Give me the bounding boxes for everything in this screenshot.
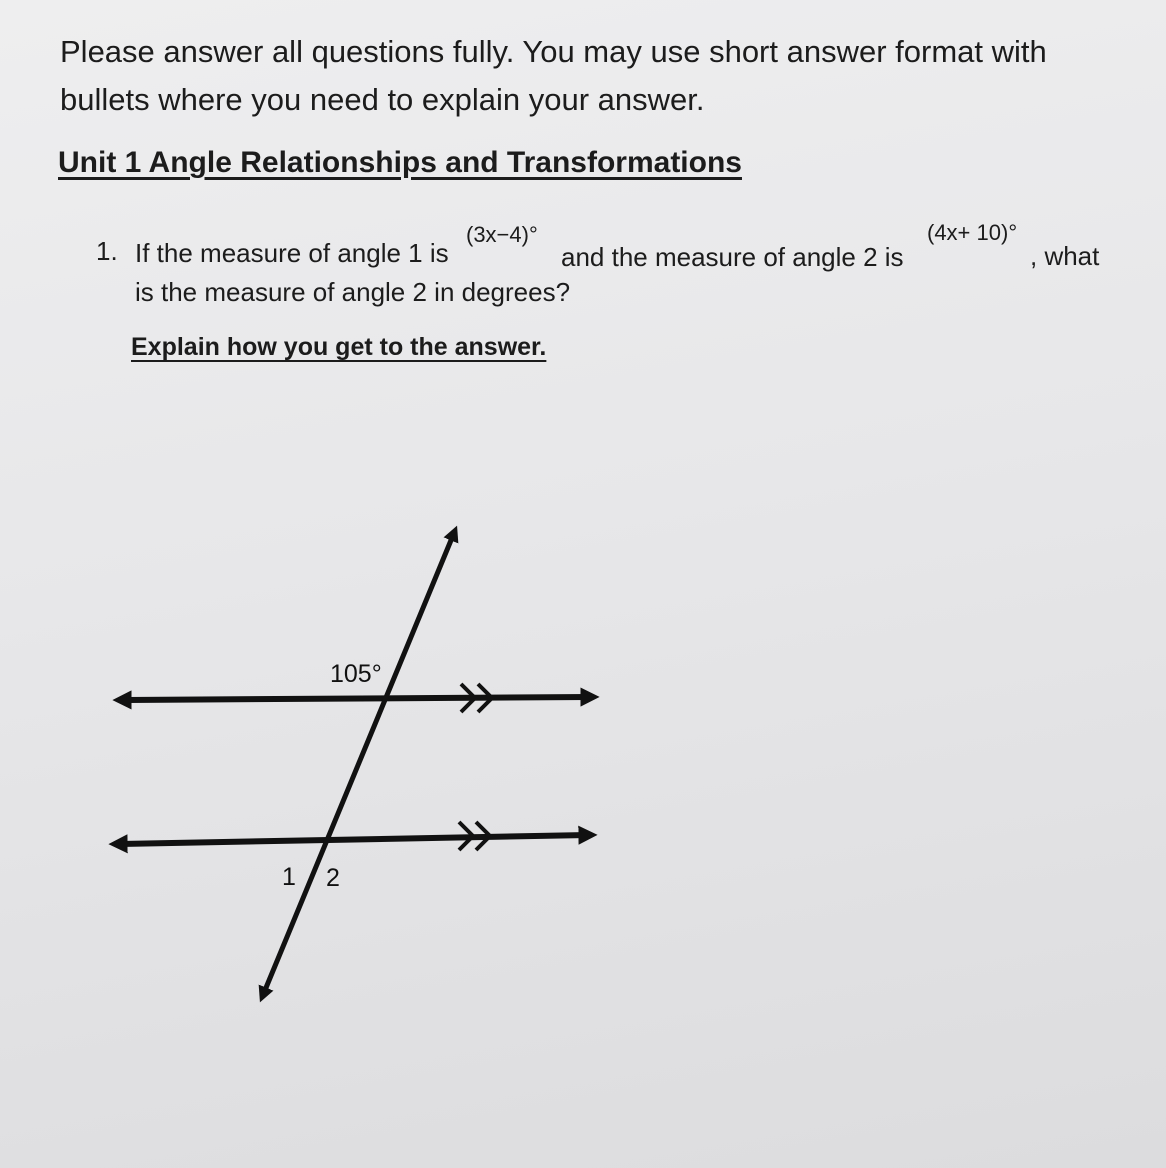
instructions: Please answer all questions fully. You may use short answer format with bullets where you need to explain your answer. <box>60 34 1047 117</box>
angle-1-label: 1 <box>282 863 296 891</box>
unit-heading: Unit 1 Angle Relationships and Transformations <box>58 146 742 179</box>
transversal-line <box>263 533 454 995</box>
parallel-line-bottom <box>118 835 588 844</box>
angle-2-label: 2 <box>326 864 340 892</box>
angle1-expression: (3x−4)° <box>466 222 538 247</box>
explain-prompt: Explain how you get to the answer. <box>131 333 547 361</box>
question-text-part3: , what <box>1030 241 1100 271</box>
question-text-part4: is the measure of angle 2 in degrees? <box>135 277 571 307</box>
angle2-expression: (4x+ 10)° <box>927 220 1018 245</box>
angle-105-label: 105° <box>330 660 382 688</box>
parallel-line-top <box>122 697 590 700</box>
question-text-part2: and the measure of angle 2 is <box>561 242 904 272</box>
question-text-part1: If the measure of angle 1 is <box>135 238 449 268</box>
question-number: 1. <box>96 236 118 266</box>
